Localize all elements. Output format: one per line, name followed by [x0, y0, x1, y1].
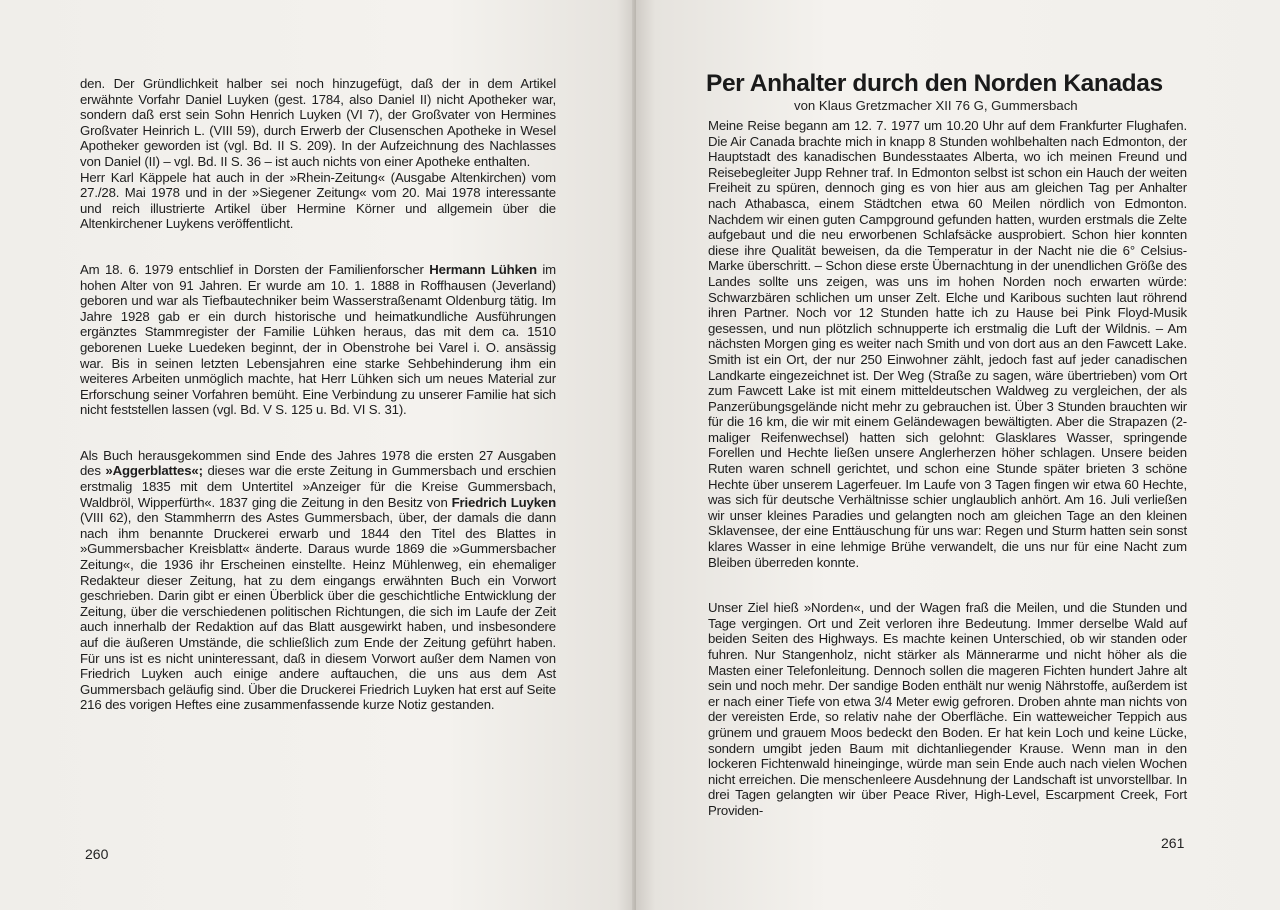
right-page — [636, 0, 1280, 910]
left-paragraph-2: Herr Karl Käppele hat auch in der »Rhein-Zeitung« (Ausgabe Altenkirchen) vom 27./28. Mai 1978 und in der »Siegener Zeitung« vom 20. Mai 1978 interessante und reich illustrierte Artikel über Hermine Körner und allgemein über die Altenkirchener Luykens veröffentlicht. — [80, 169, 556, 232]
article-byline: von Klaus Gretzmacher XII 76 G, Gummersbach — [794, 98, 1078, 113]
left-paragraph-1: den. Der Gründlichkeit halber sei noch hinzugefügt, daß der in dem Artikel erwähnte Vorfahr Daniel Luyken (gest. 1784, also Daniel II) nicht Apotheker war, sondern daß erst sein Sohn Henrich Luyken (VI 7), der Großvater von Hermines Großvater Heinrich L. (VIII 59), durch Erwerb der Clusenschen Apotheke in Wesel Apotheker geworden ist (vgl. Bd. II S. 209). In der Aufzeichnung des Nachlasses von Daniel (II) – vgl. Bd. II S. 36 – ist auch nichts von einer Apotheke enthalten. — [80, 76, 556, 169]
right-paragraph-1: Meine Reise begann am 12. 7. 1977 um 10.20 Uhr auf dem Frankfurter Flughafen. Die Air Canada brachte mich in knapp 8 Stunden wohlbehalten nach Edmonton, der Hauptstadt des kanadischen Bundesstaates Alberta, wo ich meinen Freund und Reisebegleiter Jupp Rehner traf. In Edmonton selbst ist schon ein Hauch der weiten Freiheit zu spüren, dennoch ging es von hier aus am gleichen Tag per Anhalter nach Athabasca, einem Städtchen etwa 60 Meilen nördlich von Edmonton. Nachdem wir einen guten Campground gefunden hatten, wurden erstmals die Zelte aufgebaut und die neu erworbenen Schlafsäcke ausprobiert. Schon hier konnten diese ihre Qualität beweisen, da die Temperatur in der Nacht nie die 6° Celsius-Marke überschritt. – Schon diese erste Übernachtung in der unendlichen Größe des Landes sollte uns zeigen, was uns im hohen Norden noch erwarten würde: Schwarzbären schlichen um unser Zelt. Elche und Karibous suchten laut röhrend ihren Partner. Noch vor 12 Stunden hatte ich zu Hause bei Pink Floyd-Musik gesessen, und nun plötzlich schnupperte ich erstmalig die Luft der Wildnis. – Am nächsten Morgen ging es weiter nach Smith und von dort aus an den Fawcett Lake. Smith ist ein Ort, der nur 250 Einwohner zählt, jedoch fast auf jeder canadischen Landkarte eingezeichnet ist. Der Weg (Straße zu sagen, wäre übertrieben) vom Ort zum Fawcett Lake ist mit einem mitteldeutschen Waldweg zu vergleichen, der als Panzerübungsgelände nicht mehr zu gebrauchen ist. Über 3 Stunden brauchten wir für die 16 km, die wir mit einem Geländewagen bewältigten. Aber die Strapazen (2-maliger Reifenwechsel) hatten sich gelohnt: Glasklares Wasser, springende Forellen und Hechte ließen unsere Anglerherzen höher schlagen. Unsere beiden Ruten waren schnell gerichtet, und schon eine Stunde später brieten 3 schöne Hechte über unserem Lagerfeuer. Im Laufe von 3 Tagen fingen wir etwa 60 Hechte, was sich für deutsche Verhältnisse schier unglaublich anhört. Am 16. Juli verließen wir unser kleines Paradies und gelangten noch am gleichen Tage an den kleinen Sklavensee, der eine Enttäuschung für uns war: Regen und Sturm hatten sein sonst klares Wasser in eine lehmige Brühe verwandelt, die uns nur für eine Nacht zum Bleiben überreden konnte. — [708, 118, 1187, 570]
left-page — [0, 0, 636, 910]
left-text-column — [80, 76, 556, 713]
article-title: Per Anhalter durch den Norden Kanadas — [706, 70, 1163, 97]
name-friedrich-luyken: Friedrich Luyken — [451, 494, 556, 510]
name-hermann-luehken: Hermann Lühken — [429, 261, 537, 277]
left-paragraph-4: Als Buch herausgekommen sind Ende des Jahres 1978 die ersten 27 Ausgaben des »Aggerblattes«; dieses war die erste Zeitung in Gummersbach und erschien erstmalig 1835 mit dem Untertitel »Anzeiger für die Kreise Gummersbach, Waldbröl, Wipperfürth«. 1837 ging die Zeitung in den Besitz von Friedrich Luyken (VIII 62), den Stammherrn des Astes Gummersbach, über, der damals die dann nach ihm benannte Druckerei erwarb und 1844 den Titel des Blattes in »Gummersbacher Kreisblatt« änderte. Daraus wurde 1869 die »Gummersbacher Zeitung«, die 1936 ihr Erscheinen einstellte. Heinz Mühlenweg, ein ehemaliger Redakteur dieser Zeitung, hat zu dem eingangs erwähnten Buch ein Vorwort geschrieben. Darin gibt er einen Überblick über die geschichtliche Entwicklung der Zeitung, über die verschiedenen politischen Richtungen, die sich im Laufe der Zeit auch innerhalb der Redaktion auf das Blatt ausgewirkt haben, und insbesondere auf die äußeren Umstände, die schließlich zum Ende der Zeitung geführt haben. Für uns ist es nicht uninteressant, daß in diesem Vorwort außer dem Namen von Friedrich Luyken auch einige andere auftauchen, die uns aus dem Ast Gummersbach geläufig sind. Über die Druckerei Friedrich Luyken hat erst auf Seite 216 des vorigen Heftes eine zusammenfassende kurze Notiz gestanden. — [80, 447, 556, 713]
page-number-right: 261 — [1161, 835, 1185, 851]
page-number-left: 260 — [85, 846, 109, 862]
right-paragraph-2: Unser Ziel hieß »Norden«, und der Wagen fraß die Meilen, und die Stunden und Tage vergingen. Ort und Zeit verloren ihre Bedeutung. Immer derselbe Wald auf beiden Seiten des Highways. Es machte keinen Unterschied, ob wir standen oder fuhren. Nur Stangenholz, nicht stärker als Männerarme und nicht höher als die Masten einer Telefonleitung. Dennoch sollen die mageren Fichten hundert Jahre alt sein und noch mehr. Der sandige Boden enthält nur wenig Nährstoffe, außerdem ist er nach einer Tiefe von etwa 3/4 Meter ewig gefroren. Droben ahnte man nichts von der vereisten Erde, so relativ nahe der Oberfläche. Ein watteweicher Teppich aus grünem und grauem Moos bedeckt den Boden. Er hat kein Loch und keine Lücke, sondern umgibt jeden Baum mit dichtanliegender Krause. Wenn man in den lockeren Fichtenwald hineinginge, würde man sein Ende auch nach vielen Wochen nicht erreichen. Die menschenleere Ausdehnung der Landschaft ist unvorstellbar. In drei Tagen gelangten wir über Peace River, High-Level, Escarpment Creek, Fort Providen- — [708, 600, 1187, 818]
left-paragraph-3: Am 18. 6. 1979 entschlief in Dorsten der Familienforscher Hermann Lühken im hohen Alter von 91 Jahren. Er wurde am 10. 1. 1888 in Roffhausen (Jeverland) geboren und war als Tiefbautechniker beim Wasserstraßenamt Oldenburg tätig. Im Jahre 1928 gab er ein durch historische und heimatkundliche Ausführungen ergänztes Stammregister der Familie Lühken heraus, das mit dem ca. 1510 geborenen Lueke Luedeken beginnt, der in Obenstrohe bei Varel i. O. ansässig war. Bis in seinen letzten Lebensjahren eine starke Sehbehinderung ihm ein weiteres Arbeiten unmöglich machte, hat Herr Lühken sich um neues Material zur Erforschung seiner Vorfahren bemüht. Eine Verbindung zu unserer Familie hat sich nicht feststellen lassen (vgl. Bd. V S. 125 u. Bd. VI S. 31). — [80, 261, 556, 418]
name-aggerblatt: »Aggerblattes«; — [105, 463, 203, 479]
right-text-column — [708, 118, 1187, 819]
